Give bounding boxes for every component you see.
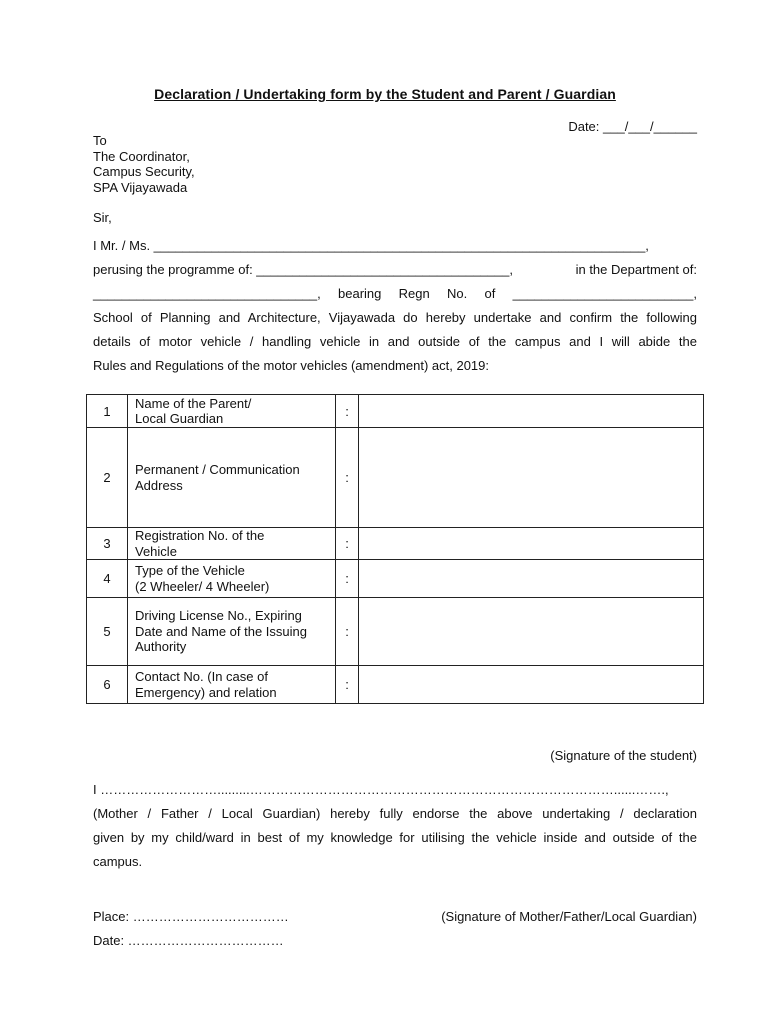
label-text: (2 Wheeler/ 4 Wheeler) xyxy=(135,578,270,594)
regn-blank: _________________________, xyxy=(512,286,697,301)
label-text: Registration No. of the xyxy=(135,528,265,543)
address-field[interactable] xyxy=(359,428,704,528)
table-row xyxy=(87,560,704,598)
department-blank: _______________________________, xyxy=(93,286,321,301)
vehicle-type-field[interactable] xyxy=(359,560,704,598)
row-label xyxy=(128,395,336,428)
label-text: Contact No. (In case of xyxy=(135,669,268,684)
addressee-block xyxy=(93,133,195,195)
label-text: Date and Name of the Issuing xyxy=(135,623,307,639)
programme-blank: perusing the programme of: ___________________________________, xyxy=(93,262,513,277)
row-label xyxy=(128,598,336,666)
place-field: Place: ……………………………… xyxy=(93,909,289,924)
row-label xyxy=(128,666,336,704)
form-title: Declaration / Undertaking form by the Student and Parent / Guardian xyxy=(154,86,616,102)
row-colon: : xyxy=(336,528,359,560)
row-colon: : xyxy=(336,666,359,704)
endorsement-line: campus. xyxy=(93,854,143,869)
table-row xyxy=(87,428,704,528)
table-row xyxy=(87,666,704,704)
label-text: Emergency) and relation xyxy=(135,684,277,700)
date-field: Date: ___/___/______ xyxy=(568,119,697,134)
student-signature-label: (Signature of the student) xyxy=(550,748,697,763)
contact-field[interactable] xyxy=(359,666,704,704)
endorsement-line: I ……………………….........…………………………………………………………………………......……., xyxy=(93,782,669,797)
address-line: The Coordinator, xyxy=(93,148,190,164)
label-text: Vehicle xyxy=(135,543,177,559)
declaration-line xyxy=(93,258,697,282)
declaration-line xyxy=(93,234,697,258)
declaration-line xyxy=(93,282,697,306)
table-row xyxy=(87,598,704,666)
parent-name-field[interactable] xyxy=(359,395,704,428)
table-row xyxy=(87,395,704,428)
row-colon: : xyxy=(336,560,359,598)
driving-license-field[interactable] xyxy=(359,598,704,666)
label-text: Authority xyxy=(135,639,187,655)
row-label xyxy=(128,428,336,528)
address-line: SPA Vijayawada xyxy=(93,179,188,195)
table-row xyxy=(87,528,704,560)
endorsement-paragraph xyxy=(93,778,697,874)
vehicle-details-table xyxy=(86,394,704,704)
row-number: 5 xyxy=(87,598,128,666)
row-colon: : xyxy=(336,428,359,528)
row-number: 1 xyxy=(87,395,128,428)
endorsement-line: (Mother / Father / Local Guardian) hereby fully endorse the above undertaking / declaration xyxy=(93,806,697,821)
row-number: 3 xyxy=(87,528,128,560)
salutation: Sir, xyxy=(93,210,112,225)
address-to: To xyxy=(93,133,107,148)
row-number: 2 xyxy=(87,428,128,528)
declaration-line xyxy=(93,354,697,378)
label-text: Permanent / Communication xyxy=(135,462,300,477)
declaration-text: Rules and Regulations of the motor vehicles (amendment) act, 2019: xyxy=(93,358,489,373)
label-text: Local Guardian xyxy=(135,411,224,426)
guardian-signature-label: (Signature of Mother/Father/Local Guardian) xyxy=(441,909,697,924)
registration-field[interactable] xyxy=(359,528,704,560)
date-bottom-field: Date: ……………………………… xyxy=(93,933,284,948)
label-text: Type of the Vehicle xyxy=(135,563,245,578)
text-regn: Regn xyxy=(398,286,430,301)
text-of: of xyxy=(484,286,496,301)
row-label xyxy=(128,560,336,598)
declaration-line: details of motor vehicle / handling vehicle in and outside of the campus and I will abide the xyxy=(93,334,697,349)
department-label: in the Department of: xyxy=(575,262,697,277)
text-bearing: bearing xyxy=(338,286,382,301)
row-number: 4 xyxy=(87,560,128,598)
row-colon: : xyxy=(336,395,359,428)
declaration-paragraph xyxy=(93,234,697,378)
text-no: No. xyxy=(447,286,468,301)
declaration-line: School of Planning and Architecture, Vijayawada do hereby undertake and confirm the following xyxy=(93,310,697,325)
address-line: Campus Security, xyxy=(93,164,195,179)
label-text: Driving License No., Expiring xyxy=(135,608,302,624)
endorsement-line: given by my child/ward in best of my knowledge for utilising the vehicle inside and outside of the xyxy=(93,830,697,845)
name-blank-line: I Mr. / Ms. ____________________________________________________________________, xyxy=(93,238,649,253)
label-text: Address xyxy=(135,477,183,493)
label-text: Name of the Parent/ xyxy=(135,395,252,411)
row-colon: : xyxy=(336,598,359,666)
row-label xyxy=(128,528,336,560)
row-number: 6 xyxy=(87,666,128,704)
